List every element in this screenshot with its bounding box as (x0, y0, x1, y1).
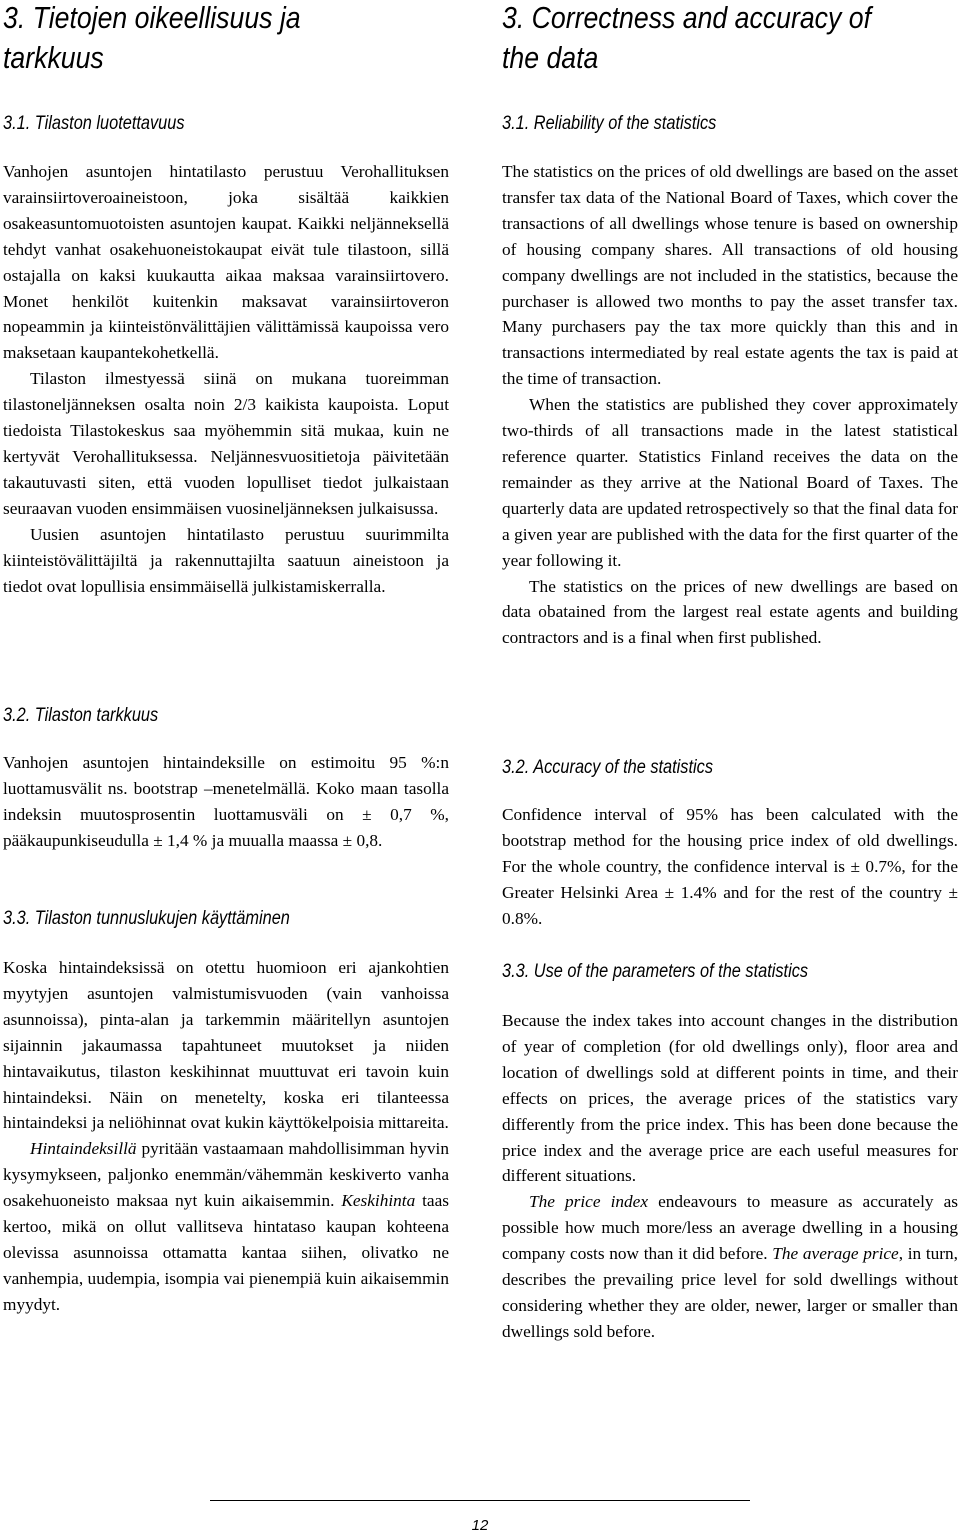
paragraph: Hintaindeksillä pyritään vastaamaan mahdollisimman hyvin kysymykseen, paljonko enemmän/vähemmän keskiverto vanha osakehuoneisto maksaa nyt kuin aikaisemmin. Keskihinta taas kertoo, mikä on ollut vallitseva hintataso kaupan kohteena olevissa asunnoissa ottamatta kantaa siihen, olivatko ne vanhempia, uudempia, isompia vai pienempiä kuin aikaisemmin myydyt. (3, 1139, 450, 1314)
paragraph: When the statistics are published they cover approximately two-thirds of all transactions made in the latest statistical reference quarter. Statistics Finland receives the data on the remainder as they arrive at the National Board of Taxes. The quarterly data are updated retrospectively so that the final data for a given year are published with the data for the first quarter of the year following it. (502, 395, 958, 570)
heading-3-2-fi: 3.2. Tilaston tarkkuus (3, 705, 159, 726)
heading-3-1-en: 3.1. Reliability of the statistics (502, 113, 717, 134)
paragraph: Confidence interval of 95% has been calculated with the bootstrap method for the housing price index of old dwellings. For the whole country, the confidence interval is ± 0.7%, for the Greater Helsinki Area ± 1.4% and for the rest of the country ± 0.8%. (502, 805, 958, 928)
emphasis: The average price (772, 1244, 899, 1264)
section-3-3-body-fi (3, 955, 449, 1318)
paragraph: The price index endeavours to measure as accurately as possible how much more/less an average dwelling in a housing company costs now than it did before. The average price, in turn, describes the prevailing price level for sold dwellings without considering whether they are older, newer, larger or smaller than dwellings sold before. (502, 1192, 958, 1341)
paragraph: The statistics on the prices of new dwellings are based on data obatained from the largest real estate agents and building contractors and is a final when first published. (502, 576, 958, 648)
section-3-2-body-en (502, 802, 958, 932)
section-3-1-body-fi (3, 159, 449, 599)
emphasis: Keskihinta (341, 1191, 416, 1211)
section-title-en: 3. Correctness and accuracy of the data (502, 0, 871, 75)
emphasis: Hintaindeksillä (30, 1139, 137, 1159)
heading-3-3-fi: 3.3. Tilaston tunnuslukujen käyttäminen (3, 908, 290, 929)
section-3-3-body-en (502, 1008, 958, 1345)
section-title-fi: 3. Tietojen oikeellisuus ja tarkkuus (3, 0, 301, 75)
paragraph: Vanhojen asuntojen hintatilasto perustuu Verohallituksen varainsiirtoveroaineistoon, joka sisältää kaikkien osakeasuntomuotoisten asuntojen kaupat. Kaikki neljänneksellä tehdyt vanhat osakehuoneistokaupat eivät tule tilastoon, sillä ostajalla on kaksi kuukautta aikaa maksaa varainsiirtovero. Monet henkilöt kuitenkin maksavat varainsiirtoveron nopeammin ja kiinteistönvälittäjien välittämissä kaupoissa vero maksetaan kaupantekohetkellä. (3, 162, 449, 363)
paragraph: Koska hintaindeksissä on otettu huomioon eri ajankohtien myytyjen asuntojen valmistumisvuoden (vain vanhoissa asunnoissa), pinta-alan ja tarkemmin määritellyn asuntojen sijainnin jakaumassa tapahtuneet muutokset ja niiden hintavaikutus, tilaston keskihinnat muuttuvat eri tavoin kuin hintaindeksi. Näin on menetelty, koska eri tilanteessa hintaindeksi ja neliöhinnat ovat kukin käyttökelpoisia mittareita. (3, 958, 449, 1133)
heading-3-3-en: 3.3. Use of the parameters of the statistics (502, 961, 809, 982)
heading-3-2-en: 3.2. Accuracy of the statistics (502, 757, 713, 778)
paragraph: Because the index takes into account changes in the distribution of year of completion (for old dwellings only), floor area and location of dwellings sold at different points in time, and their effects on prices, the average prices of the statistics vary differently from the price index. This has been done because the price index and the average price are each useful measures for different situations. (502, 1011, 958, 1186)
paragraph: The statistics on the prices of old dwellings are based on the asset transfer tax data of the National Board of Taxes, which cover the transactions of all dwellings whose tenure is based on ownership of housing company shares. All transactions of old housing company dwellings are not included in the statistics, because the purchaser is allowed two months to pay the asset transfer tax. Many purchasers pay the tax more quickly than this and in transactions intermediated by real estate agents the tax is paid at the time of transaction. (502, 162, 958, 389)
footer-divider (210, 1500, 750, 1501)
paragraph: Vanhojen asuntojen hintaindeksille on estimoitu 95 %:n luottamusvälit ns. bootstrap –menetelmällä. Koko maan tasolla indeksin muutosprosentin luottamusväli on ± 0,7 %, pääkaupunkiseudulla ± 1,4 % ja muualla maassa ± 0,8. (3, 753, 449, 850)
section-3-1-body-en (502, 159, 958, 651)
heading-3-1-fi: 3.1. Tilaston luotettavuus (3, 113, 185, 134)
paragraph: Uusien asuntojen hintatilasto perustuu suurimmilta kiinteistövälittäjiltä ja rakennuttajilta saatuun aineistoon ja tiedot ovat lopullisia ensimmäisellä julkistamiskerralla. (3, 524, 449, 596)
emphasis: The price index (529, 1192, 649, 1212)
section-3-2-body-fi (3, 750, 449, 854)
page-number: 12 (471, 1517, 489, 1534)
paragraph: Tilaston ilmestyessä siinä on mukana tuoreimman tilastoneljänneksen osalta noin 2/3 kaikista kaupoista. Loput tiedoista Tilastokeskus saa myöhemmin sitä mukaa, kuin ne kertyvät Verohallituksessa. Neljännesvuositietoja päivitetään takautuvasti siten, että vuoden lopulliset tiedot julkaistaan seuraavan vuoden ensimmäisen vuosineljänneksen julkaisussa. (3, 369, 449, 518)
